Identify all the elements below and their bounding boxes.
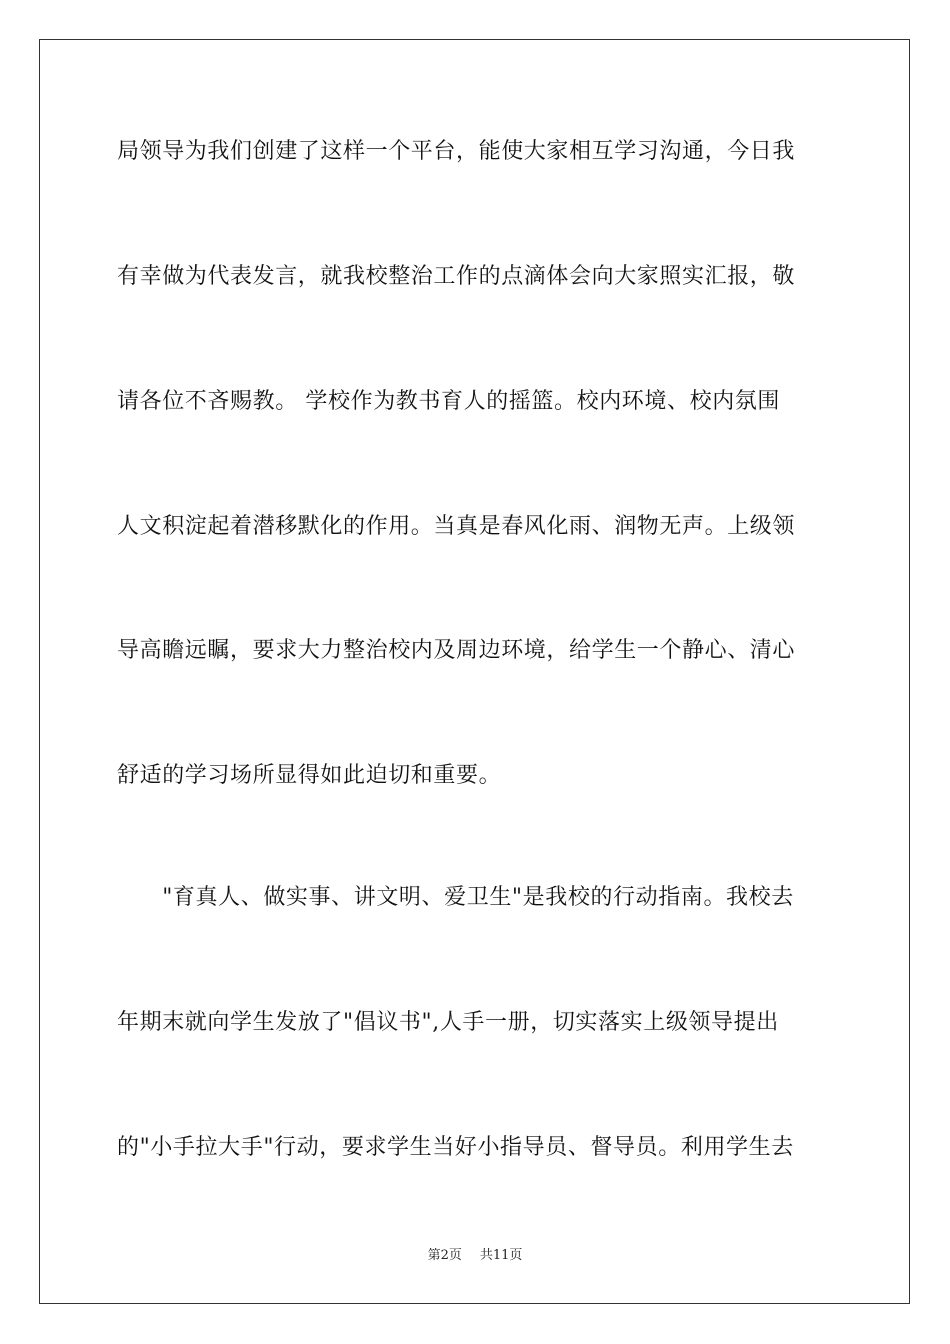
body-text-line: 年期末就向学生发放了"倡议书",人手一册，切实落实上级领导提出 bbox=[117, 1010, 779, 1035]
body-text-line: 舒适的学习场所显得如此迫切和重要。 bbox=[117, 763, 502, 788]
body-text-line: "育真人、做实事、讲文明、爱卫生"是我校的行动指南。我校去 bbox=[117, 885, 794, 910]
page-number: 第2页 bbox=[427, 1248, 462, 1263]
body-text-line: 的"小手拉大手"行动，要求学生当好小指导员、督导员。利用学生去 bbox=[117, 1135, 794, 1160]
page-total: 共11页 bbox=[479, 1248, 523, 1263]
page-border bbox=[39, 39, 910, 1304]
body-text-line: 局领导为我们创建了这样一个平台，能使大家相互学习沟通，今日我 bbox=[117, 139, 796, 164]
page-footer bbox=[0, 1247, 950, 1265]
body-text-line: 请各位不吝赐教。 学校作为教书育人的摇篮。校内环境、校内氛围 bbox=[117, 389, 780, 414]
body-text-line: 人文积淀起着潜移默化的作用。当真是春风化雨、润物无声。上级领 bbox=[117, 514, 796, 539]
body-text-line: 导高瞻远瞩，要求大力整治校内及周边环境，给学生一个静心、清心 bbox=[117, 638, 796, 663]
body-text-line: 有幸做为代表发言，就我校整治工作的点滴体会向大家照实汇报，敬 bbox=[117, 264, 796, 289]
